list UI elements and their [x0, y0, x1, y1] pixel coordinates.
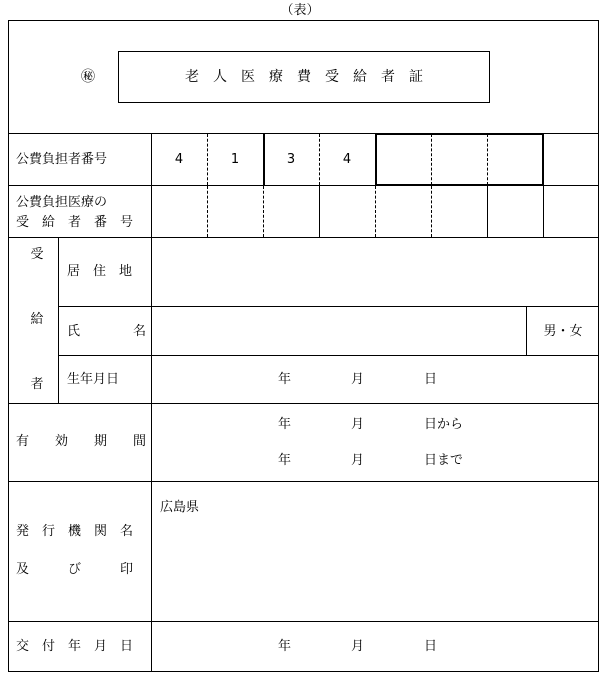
- row-divider: [58, 355, 599, 356]
- recipient-group-char: 者: [30, 377, 44, 392]
- issuer-label-line2: 及 び 印: [16, 562, 134, 577]
- recipient-group-char: 給: [30, 312, 44, 327]
- group-column-line: [58, 237, 59, 403]
- birth-day-unit: 日: [424, 372, 438, 387]
- name-label-part: 名: [133, 324, 147, 339]
- public-expense-digit: 1: [230, 152, 240, 167]
- public-expense-digit: 3: [286, 152, 296, 167]
- name-label-part: 氏: [67, 324, 81, 339]
- form-side-label: （表）: [280, 3, 320, 18]
- issue-month-unit: 月: [351, 639, 365, 654]
- public-expense-digit: 4: [342, 152, 352, 167]
- row-divider: [8, 403, 599, 404]
- row-divider: [8, 621, 599, 622]
- issue-day-unit: 日: [424, 639, 438, 654]
- public-expense-number-label: 公費負担者番号: [16, 152, 108, 167]
- validity-label: 有 効 期 間: [16, 434, 147, 449]
- valid-to-year-unit: 年: [278, 453, 292, 468]
- digit-divider: [319, 186, 320, 237]
- row-divider: [8, 481, 599, 482]
- recipient-number-label-line1: 公費負担医療の: [16, 195, 108, 210]
- digit-divider: [207, 186, 208, 237]
- digit-group-border: [263, 133, 265, 186]
- digit-divider: [431, 186, 432, 237]
- secret-mark: ㊙: [81, 69, 95, 85]
- issuer-label-line1: 発 行 機 関 名: [16, 524, 134, 539]
- digit-divider: [543, 186, 544, 237]
- valid-from-year-unit: 年: [278, 417, 292, 432]
- birth-year-unit: 年: [278, 372, 292, 387]
- valid-from-day-unit: 日から: [424, 417, 464, 432]
- row-divider: [58, 306, 599, 307]
- digit-divider: [263, 186, 264, 237]
- digit-divider: [319, 134, 320, 185]
- form-title: 老 人 医 療 費 受 給 者 証: [185, 69, 423, 85]
- valid-from-month-unit: 月: [351, 417, 365, 432]
- birth-month-unit: 月: [351, 372, 365, 387]
- digit-divider: [207, 134, 208, 185]
- sex-column-line: [526, 306, 527, 355]
- digit-divider: [487, 186, 488, 237]
- digit-group-border: [375, 133, 544, 186]
- recipient-group-char: 受: [30, 247, 44, 262]
- sex-value: 男・女: [543, 324, 583, 339]
- recipient-number-label-line2: 受 給 者 番 号: [16, 215, 134, 230]
- issuer-value: 広島県: [160, 500, 200, 515]
- issue-year-unit: 年: [278, 639, 292, 654]
- public-expense-digit: 4: [174, 152, 184, 167]
- address-label: 居 住 地: [67, 264, 133, 279]
- label-column-line: [151, 133, 152, 672]
- issue-date-label: 交 付 年 月 日: [16, 639, 134, 654]
- valid-to-month-unit: 月: [351, 453, 365, 468]
- digit-divider: [375, 186, 376, 237]
- valid-to-day-unit: 日まで: [424, 453, 464, 468]
- birth-date-label: 生年月日: [67, 372, 120, 387]
- row-divider: [8, 237, 599, 238]
